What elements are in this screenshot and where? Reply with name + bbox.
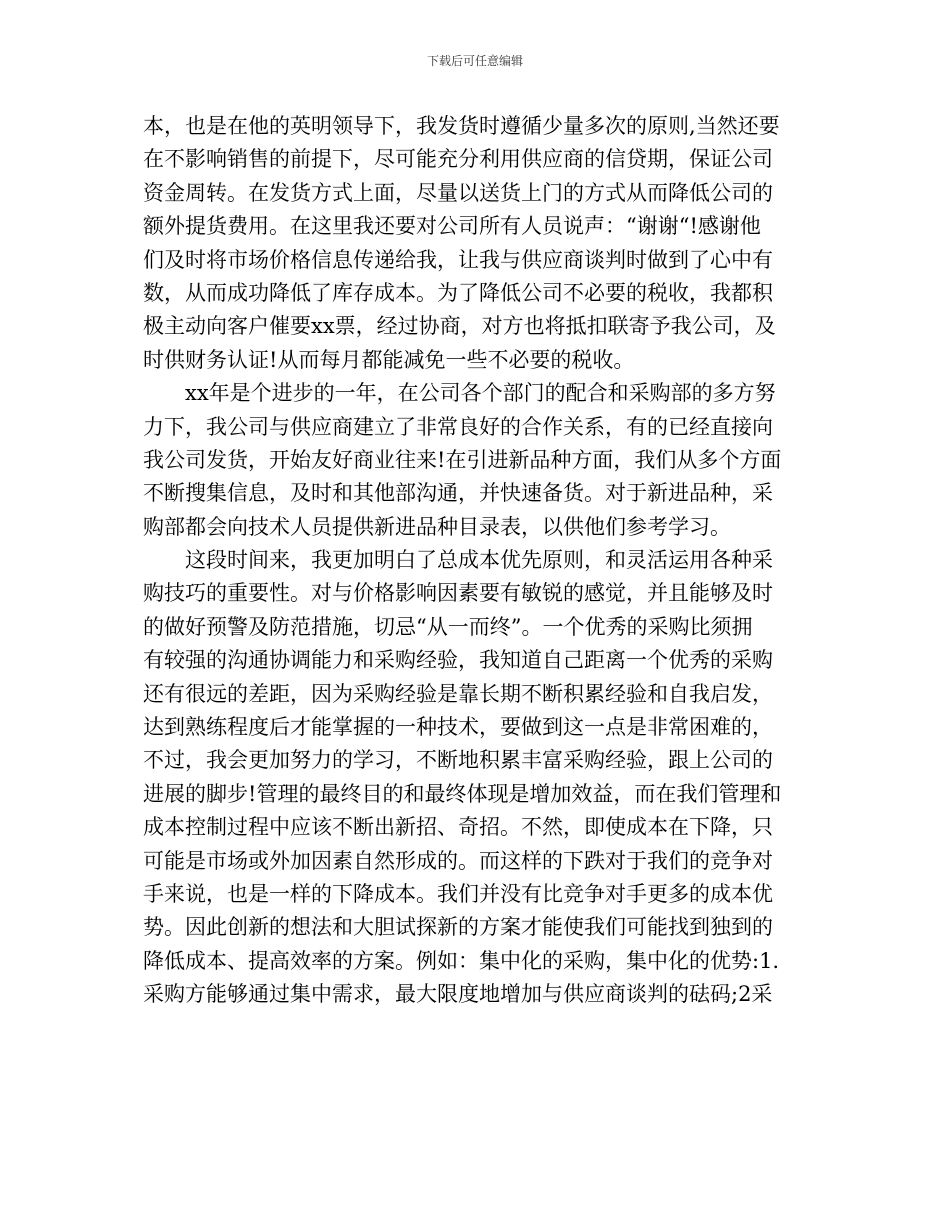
paragraph-line: xx年是个进步的一年，在公司各个部门的配合和采购部的多方努 — [185, 381, 776, 406]
paragraph-1 — [143, 110, 807, 377]
paragraph-line: 额外提货费用。在这里我还要对公司所有人员说声：“谢谢“!感谢他 — [143, 214, 761, 239]
paragraph-line: 极主动向客户催要xx票，经过协商，对方也将抵扣联寄予我公司，及 — [143, 314, 776, 339]
paragraph-line: 采购方能够通过集中需求，最大限度地增加与供应商谈判的砝码;2采 — [143, 982, 773, 1007]
paragraph-line: 在不影响销售的前提下，尽可能充分利用供应商的信贷期，保证公司 — [143, 147, 773, 172]
document-body — [143, 110, 807, 1012]
paragraph-line: 力下，我公司与供应商建立了非常良好的合作关系，有的已经直接向 — [143, 414, 773, 439]
paragraph-line: 达到熟练程度后才能掌握的一种技术，要做到这一点是非常困难的， — [143, 715, 773, 740]
paragraph-line: 不过，我会更加努力的学习，不断地积累丰富采购经验，跟上公司的 — [143, 748, 773, 773]
paragraph-line: 势。因此创新的想法和大胆试探新的方案才能使我们可能找到独到的 — [143, 915, 773, 940]
paragraph-line: 数，从而成功降低了库存成本。为了降低公司不必要的税收，我都积 — [143, 280, 773, 305]
paragraph-line: 这段时间来，我更加明白了总成本优先原则，和灵活运用各种采 — [185, 548, 773, 573]
paragraph-line: 购部都会向技术人员提供新进品种目录表，以供他们参考学习。 — [143, 514, 731, 539]
paragraph-line: 我公司发货，开始友好商业往来!在引进新品种方面，我们从多个方面 — [143, 447, 782, 472]
paragraph-line: 的做好预警及防范措施，切忌“从一而终”。一个优秀的采购比须拥 — [143, 614, 753, 639]
paragraph-line: 成本控制过程中应该不断出新招、奇招。不然，即使成本在下降，只 — [143, 815, 773, 840]
paragraph-line: 降低成本、提高效率的方案。例如：集中化的采购，集中化的优势:1. — [143, 948, 780, 973]
paragraph-line: 还有很远的差距，因为采购经验是靠长期不断积累经验和自我启发， — [143, 681, 773, 706]
paragraph-line: 时供财务认证!从而每月都能减免一些不必要的税收。 — [143, 347, 635, 372]
paragraph-line: 们及时将市场价格信息传递给我，让我与供应商谈判时做到了心中有 — [143, 247, 773, 272]
paragraph-line: 不断搜集信息，及时和其他部沟通，并快速备货。对于新进品种，采 — [143, 481, 773, 506]
paragraph-line: 购技巧的重要性。对与价格影响因素要有敏锐的感觉，并且能够及时 — [143, 581, 773, 606]
paragraph-line: 进展的脚步!管理的最终目的和最终体现是增加效益，而在我们管理和 — [143, 781, 782, 806]
paragraph-line: 资金周转。在发货方式上面，尽量以送货上门的方式从而降低公司的 — [143, 180, 773, 205]
page-header: 下载后可任意编辑 — [426, 54, 523, 68]
paragraph-3 — [143, 544, 807, 1011]
paragraph-line: 可能是市场或外加因素自然形成的。而这样的下跌对于我们的竞争对 — [143, 848, 773, 873]
paragraph-2 — [143, 377, 807, 544]
paragraph-line: 有较强的沟通协调能力和采购经验，我知道自己距离一个优秀的采购 — [143, 648, 773, 673]
paragraph-line: 本，也是在他的英明领导下，我发货时遵循少量多次的原则,当然还要 — [143, 114, 780, 138]
paragraph-line: 手来说，也是一样的下降成本。我们并没有比竞争对手更多的成本优 — [143, 881, 773, 906]
